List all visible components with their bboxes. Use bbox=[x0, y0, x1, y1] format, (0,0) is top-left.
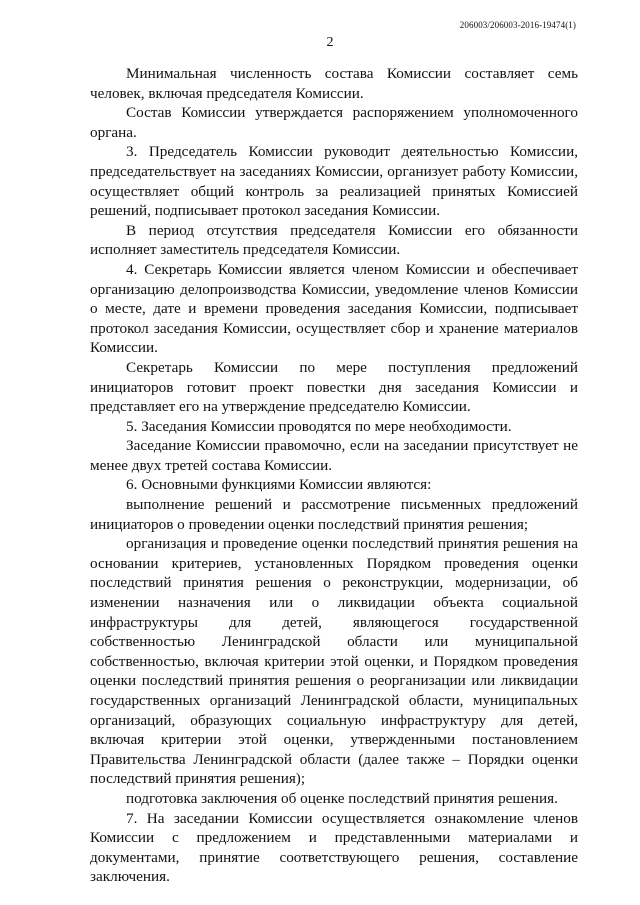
paragraph-function-1: выполнение решений и рассмотрение письменных предложений инициаторов о проведении оценки последствий принятия решения; bbox=[90, 496, 578, 533]
paragraph-composition: Состав Комиссии утверждается распоряжением уполномоченного органа. bbox=[90, 104, 578, 141]
document-id: 206003/206003-2016-19474(1) bbox=[459, 20, 576, 30]
paragraph-functions-heading: 6. Основными функциями Комиссии являются: bbox=[126, 476, 432, 494]
paragraph-secretary-agenda: Секретарь Комиссии по мере поступления предложений инициаторов готовит проект повестки дня заседания Комиссии и представляет его на утверждение председателю Комиссии. bbox=[90, 358, 578, 416]
paragraph-function-2: организация и проведение оценки последствий принятия решения на основании критериев, установленных Порядком проведения оценки последствий принятия решения о реконструкции, модернизации, об изменении назначения или о ликвидации объекта социальной инфраструктуры для детей, являющегося государственной собственностью Ленинградской области или муниципальной собственностью, включая критерии этой оценки, и Порядком проведения оценки последствий принятия решения о реорганизации или ликвидации государственных организаций Ленинградской области, муниципальных организаций, образующих социальную инфраструктуру для детей, включая критерии этой оценки, утвержденными постановлением Правительства Ленинградской области (далее также – Порядки оценки последствий принятия решения); bbox=[90, 535, 578, 788]
document-body bbox=[90, 64, 578, 887]
page-number: 2 bbox=[326, 35, 334, 50]
paragraph-meetings: 5. Заседания Комиссии проводятся по мере необходимости. bbox=[126, 417, 512, 435]
paragraph-chairman-absence: В период отсутствия председателя Комиссии его обязанности исполняет заместитель председателя Комиссии. bbox=[90, 221, 578, 259]
paragraph-function-3: подготовка заключения об оценке последствий принятия решения. bbox=[126, 789, 558, 807]
paragraph-chairman: 3. Председатель Комиссии руководит деятельностью Комиссии, председательствует на заседаниях Комиссии, организует работу Комиссии, осуществляет общий контроль за реализацией принятых Комиссией решений, подписывает протокол заседания Комиссии. bbox=[90, 143, 578, 220]
paragraph-secretary: 4. Секретарь Комиссии является членом Комиссии и обеспечивает организацию делопроизводства Комиссии, уведомление членов Комиссии о месте, дате и времени проведения заседания Комиссии, подписывает протокол заседания Комиссии, осуществляет сбор и хранение материалов Комиссии. bbox=[90, 260, 578, 357]
paragraph-min-size: Минимальная численность состава Комиссии составляет семь человек, включая председателя Комиссии. bbox=[90, 65, 578, 102]
paragraph-quorum: Заседание Комиссии правомочно, если на заседании присутствует не менее двух третей состава Комиссии. bbox=[90, 437, 578, 474]
paragraph-meeting-review: 7. На заседании Комиссии осуществляется ознакомление членов Комиссии с предложением и представленными материалами и документами, принятие соответствующего решения, составление заключения. bbox=[90, 809, 578, 886]
